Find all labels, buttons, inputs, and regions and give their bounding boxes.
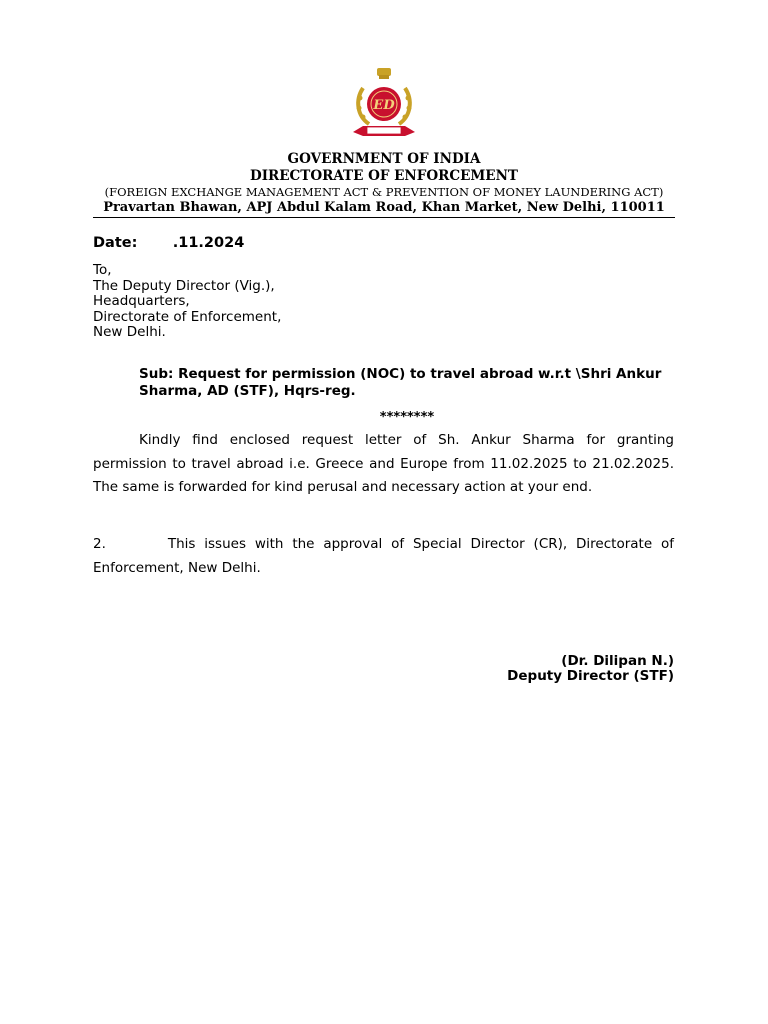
separator-stars: ******** bbox=[379, 410, 435, 425]
date-label: Date: bbox=[93, 235, 138, 251]
date-value: .11.2024 bbox=[172, 235, 245, 251]
enforcement-directorate-emblem-icon bbox=[349, 66, 419, 142]
header-divider bbox=[93, 217, 675, 218]
recipient-line: To, bbox=[93, 262, 112, 278]
recipient-line: New Delhi. bbox=[93, 324, 166, 340]
subject-line: Sub: Request for permission (NOC) to travel abroad w.r.t \Shri Ankur Sharma, AD (STF), Hqrs-reg. bbox=[139, 366, 662, 399]
header-acts: (FOREIGN EXCHANGE MANAGEMENT ACT & PREVENTION OF MONEY LAUNDERING ACT) bbox=[104, 185, 664, 199]
header-government: GOVERNMENT OF INDIA bbox=[287, 151, 481, 167]
body-paragraph-2: 2. This issues with the approval of Special Director (CR), Directorate of Enforcement, New Delhi. bbox=[93, 536, 674, 576]
signatory-designation: Deputy Director (STF) bbox=[507, 668, 674, 684]
body-paragraph-1: Kindly find enclosed request letter of Sh. Ankur Sharma for granting permission to travel abroad i.e. Greece and Europe from 11.02.2025 to 21.02.2025. The same is forwarded for kind perusal and necessary action at your end. bbox=[93, 432, 674, 495]
date-line bbox=[93, 235, 244, 251]
recipient-address bbox=[93, 263, 281, 341]
signatory-name: (Dr. Dilipan N.) bbox=[561, 653, 674, 669]
svg-text:ED: ED bbox=[373, 98, 395, 113]
recipient-line: The Deputy Director (Vig.), bbox=[93, 277, 275, 294]
header-address: Pravartan Bhawan, APJ Abdul Kalam Road, Khan Market, New Delhi, 110011 bbox=[103, 200, 665, 215]
recipient-line: Directorate of Enforcement, bbox=[93, 308, 282, 325]
header-directorate: DIRECTORATE OF ENFORCEMENT bbox=[250, 168, 518, 184]
recipient-line: Headquarters, bbox=[93, 293, 190, 309]
